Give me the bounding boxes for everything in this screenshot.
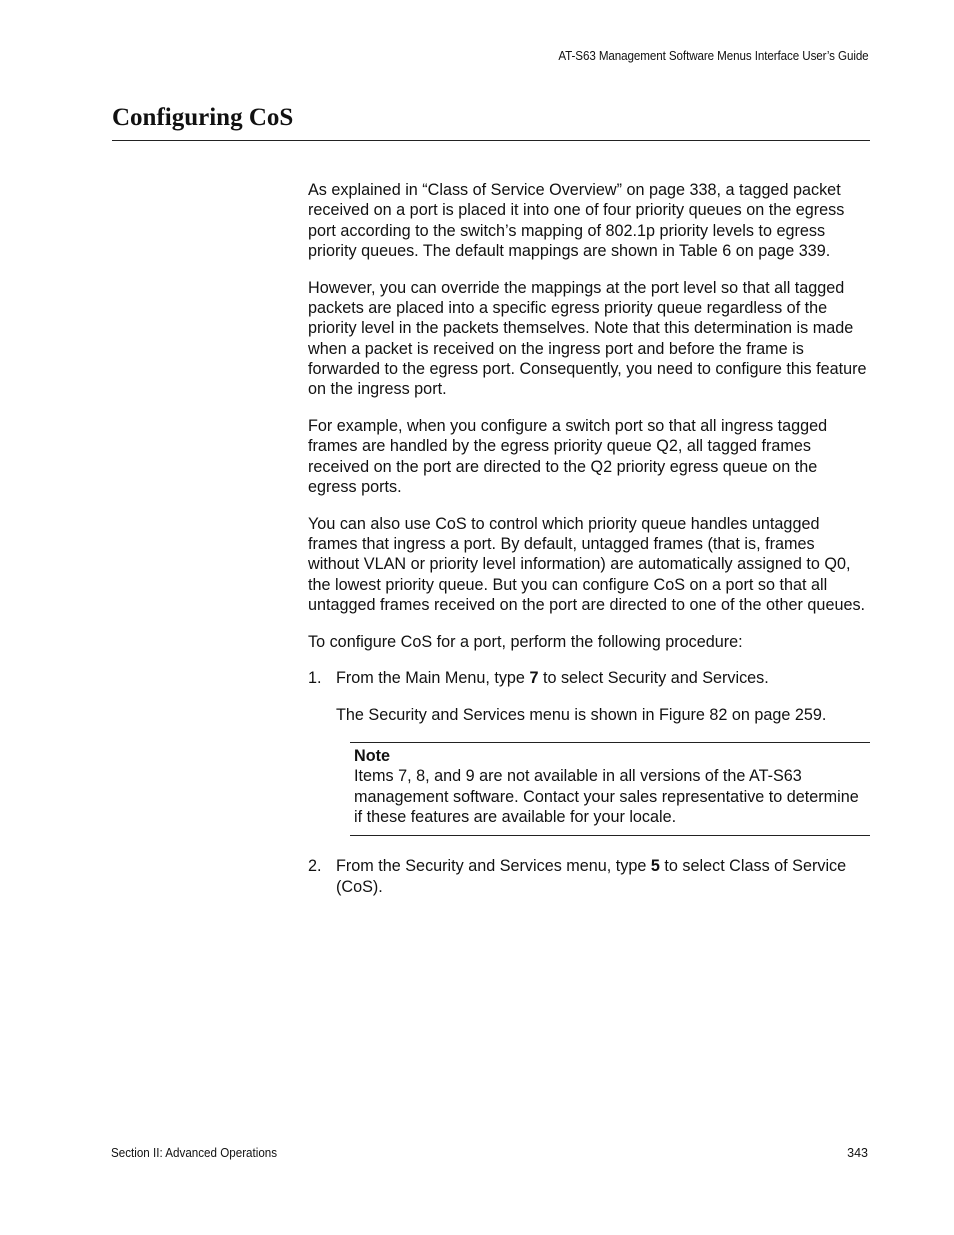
paragraph-procedure: To configure CoS for a port, perform the following procedure:	[308, 632, 743, 651]
step-number: 1.	[308, 669, 322, 688]
step-key: 7	[529, 669, 539, 688]
page-title: Configuring CoS	[112, 104, 294, 131]
body-text	[308, 180, 870, 913]
step-text-after: to select Class of Service (CoS).	[336, 857, 847, 896]
step-number: 2.	[308, 857, 322, 876]
step-1-detail: The Security and Services menu is shown in Figure 82 on page 259.	[336, 706, 827, 725]
running-header: AT-S63 Management Software Menus Interface User’s Guide	[558, 49, 869, 63]
note-text: Items 7, 8, and 9 are not available in all versions of the AT-S63 management software. Contact your sales representative to determine if these features are available for your locale.	[354, 767, 859, 826]
paragraph-override: However, you can override the mappings at the port level so that all tagged packets are placed into a specific egress priority queue regardless of the priority level in the packets themselves. Note that this determination is made when a packet is received on the ingress port and before the frame is forwarded to the egress port. Consequently, you need to configure this feature on the ingress port.	[308, 278, 867, 399]
paragraph-untagged: You can also use CoS to control which priority queue handles untagged frames that ingress a port. By default, untagged frames (that is, frames without VLAN or priority level information) are automatically assigned to Q0, the lowest priority queue. But you can configure CoS on a port so that all untagged frames received on the port are directed to one of the other queues.	[308, 514, 866, 614]
step-key: 5	[650, 857, 660, 876]
step-2	[308, 856, 870, 897]
note-title: Note	[354, 747, 390, 766]
note-box	[350, 742, 870, 836]
step-text-before: From the Main Menu, type	[336, 669, 530, 688]
step-text-after: to select Security and Services.	[538, 669, 769, 688]
paragraph-example: For example, when you configure a switch port so that all ingress tagged frames are handled by the egress priority queue Q2, all tagged frames received on the port are directed to the Q2 priority egress queue on the egress ports.	[308, 416, 828, 496]
paragraph-intro: As explained in “Class of Service Overview” on page 338, a tagged packet received on a port is placed it into one of four priority queues on the egress port according to the switch’s mapping of 802.1p priority levels to egress priority queues. The default mappings are shown in Table 6 on page 339.	[308, 181, 845, 260]
step-1	[308, 668, 870, 688]
title-divider	[112, 140, 870, 141]
page-number: 343	[847, 1146, 868, 1160]
footer-section: Section II: Advanced Operations	[111, 1146, 278, 1160]
step-text-before: From the Security and Services menu, type	[336, 857, 651, 876]
